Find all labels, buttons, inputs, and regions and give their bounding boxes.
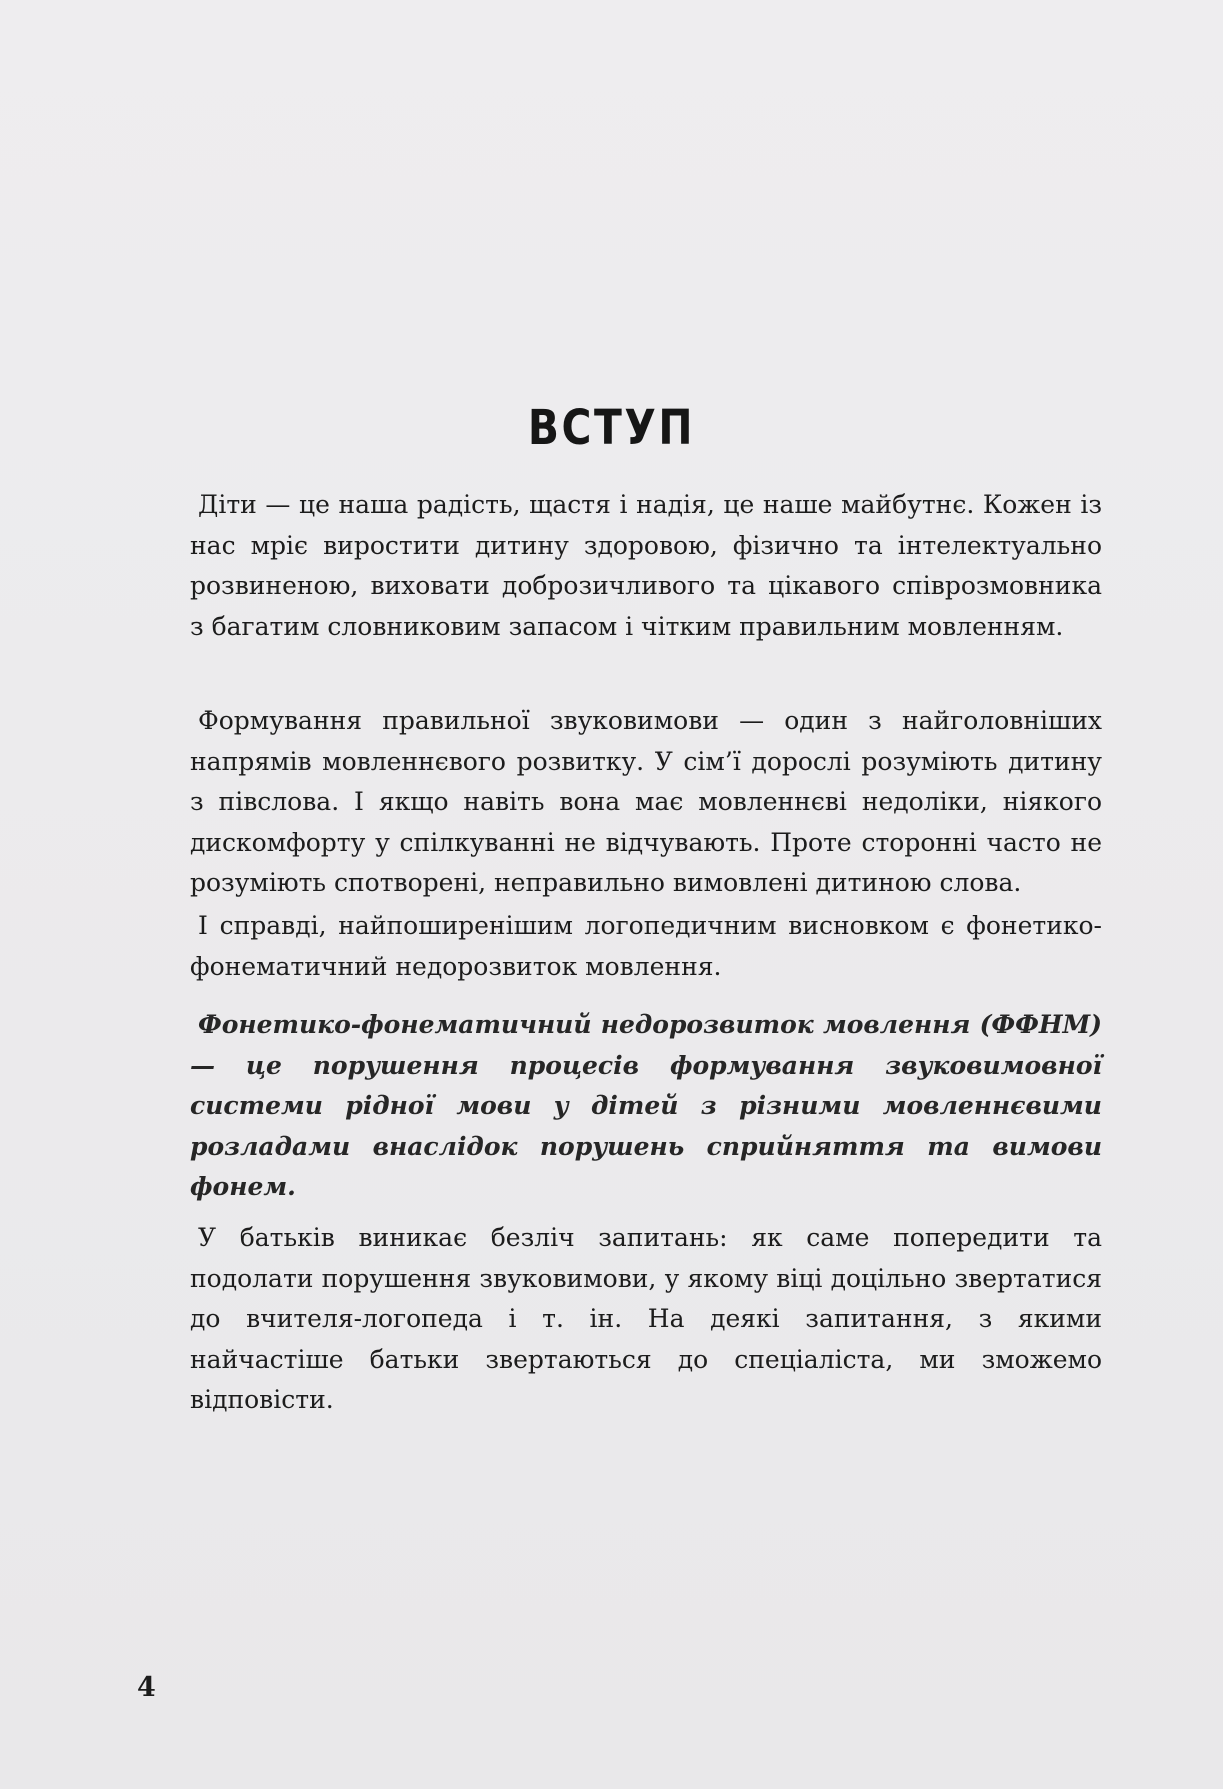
paragraph-text: І справді, найпоширенішим логопедичним висновком є фонетико-фонематичний недорозвиток мовлення. xyxy=(190,911,1102,981)
paragraph-text: Формування правильної звуковимови — один з найголовніших напрямів мовленнєвого розвитку. У сім’ї дорослі розуміють дитину з півслова. І якщо навіть вона має мовленнєві недоліки, ніякого дискомфорту у спілкуванні не відчувають. Проте сторонні часто не розуміють спотворені, неправильно вимовлені дитиною слова. xyxy=(190,706,1102,897)
definition-text: Фонетико-фонематичний недорозвиток мовлення (ФФНМ) — це порушення процесів формування звуковимовної системи рідної мови у дітей з різними мовленнєвими розладами внаслідок порушень сприйняття та вимови фонем. xyxy=(190,1010,1102,1201)
paragraph-text: У батьків виникає безліч запитань: як саме попередити та подолати порушення звуковимови, у якому віці доцільно звертатися до вчителя-логопеда і т. ін. На деякі запитання, з якими найчастіше батьки звертаються до спеціаліста, ми зможемо відповісти. xyxy=(190,1223,1102,1414)
paragraph-questions xyxy=(190,1218,1102,1431)
page-title: ВСТУП xyxy=(527,400,696,456)
paragraph-text: Діти — це наша радість, щастя і надія, це наше майбутнє. Кожен із нас мріє виростити дитину здоровою, фізично та інтелектуально розвиненою, виховати доброзичливого та цікавого співрозмовника з багатим словниковим запасом і чітким правильним мовленням. xyxy=(190,490,1102,641)
paragraph-sound-pronunciation xyxy=(190,701,1102,914)
page-number: 4 xyxy=(137,1672,156,1703)
paragraph-intro xyxy=(190,485,1102,657)
definition-paragraph xyxy=(190,1005,1102,1218)
paragraph-conclusion xyxy=(190,906,1102,997)
